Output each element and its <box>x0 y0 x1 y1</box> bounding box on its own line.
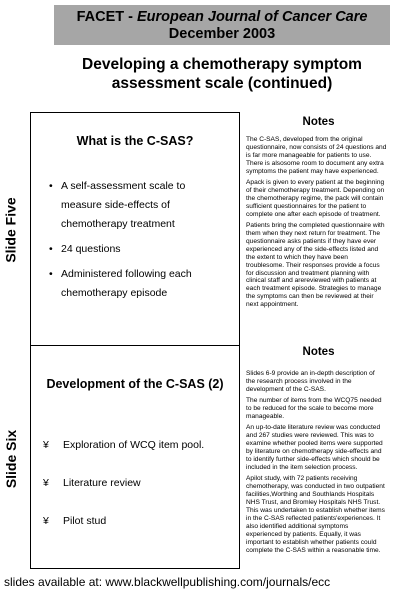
notes-line: complete the C-SAS within a reasonable time. <box>246 546 381 554</box>
notes-line: troublesome. Their responses provide a focus <box>246 261 380 269</box>
notes-paragraph <box>246 370 394 394</box>
bullet-text-line: A self-assessment scale to <box>61 180 186 192</box>
bullet-marker: ¥ <box>43 477 49 489</box>
slide-six-label: Slide Six <box>3 429 20 489</box>
notes-line: The number of items from the WCQ75 needed <box>246 397 382 405</box>
bullet-marker: • <box>49 180 53 192</box>
issue-date: December 2003 <box>168 26 276 42</box>
bullet-text-line: Literature review <box>63 477 141 489</box>
notes-line: Slides 6-9 provide an in-depth description of <box>246 370 375 377</box>
notes-line: The C-SAS, developed from the original <box>246 136 363 143</box>
notes-line: manageable. <box>246 413 285 421</box>
notes-line: next appointment. <box>246 301 299 309</box>
page-title <box>54 55 390 93</box>
notes-line: each treatment episode. Strategies to manage <box>246 285 382 293</box>
notes-line: An up-to-date literature review was conducted <box>246 424 381 432</box>
journal-prefix: FACET - <box>76 9 137 25</box>
bullet-item <box>31 436 239 455</box>
slide-five-heading: What is the C-SAS? <box>76 134 194 148</box>
slide-six-box <box>30 345 240 569</box>
slide-five-box <box>30 112 240 348</box>
bullet-text-line: chemotherapy episode <box>61 287 168 299</box>
notes-line: clinical staff and arereviewed with patients at <box>246 277 377 285</box>
notes-line: of their chemotherapy treatment. Depending on <box>246 186 385 194</box>
notes-line: experienced by patients. Equally, it was <box>246 530 361 538</box>
page-title-line-2: assessment scale (continued) <box>111 75 333 92</box>
notes-paragraph <box>246 475 394 554</box>
notes-paragraph <box>246 424 394 471</box>
notes-line: included in the item selection process. <box>246 463 358 471</box>
notes-paragraph <box>246 179 394 219</box>
bullet-text-line: chemotherapy treatment <box>61 218 175 230</box>
notes-line: Apack is given to every patient at the beginning <box>246 179 385 187</box>
notes-line: the extent to which they have been <box>246 253 348 261</box>
journal-title <box>54 8 390 26</box>
notes-line: the research process involved in the <box>246 377 352 385</box>
bullet-text-line: 24 questions <box>61 243 121 255</box>
slide-five-label: Slide Five <box>3 197 20 263</box>
bullet-marker: • <box>49 268 53 280</box>
bullet-item <box>31 474 239 493</box>
notes-line: There is alsosome room to document any extra <box>246 159 384 167</box>
page-title-line-1: Developing a chemotherapy symptom <box>82 56 362 73</box>
notes-line: to be reduced for the scale to become more <box>246 405 374 413</box>
notes-line: is far more manageable for patients to use. <box>246 151 372 159</box>
notes-line: by literature on chemotherapy side-effects and <box>246 448 382 456</box>
notes-line: to identify further side-effects which should be <box>246 456 380 464</box>
notes-paragraph <box>246 222 394 309</box>
notes-line: sufficient questionnaires for the patient to <box>246 202 367 210</box>
notes-paragraph <box>246 397 394 421</box>
notes-line: symptoms the patient may have experienced. <box>246 167 379 175</box>
slide-six-notes-heading: Notes <box>302 346 335 358</box>
notes-line: Apilot study, with 72 patients receiving <box>246 475 358 483</box>
bullet-text-line: Exploration of WCQ item pool. <box>63 439 205 451</box>
bullet-item <box>31 177 239 234</box>
notes-line: questionnaire asks patients if they have ever <box>246 237 377 245</box>
bullet-marker: ¥ <box>43 515 49 527</box>
notes-line: important to establish whether patients could <box>246 538 377 546</box>
bullet-text-line: Pilot stud <box>63 515 107 527</box>
slide-six-heading: Development of the C-SAS (2) <box>46 377 224 391</box>
slide-five-bullet-list <box>31 177 239 303</box>
notes-line: for discussion and treatment planning with <box>246 269 370 277</box>
notes-line: examine whether pooled items were supported <box>246 440 383 448</box>
notes-line: the chemotherapy regime, the pack will contain <box>246 194 384 202</box>
bullet-marker: ¥ <box>43 439 49 451</box>
notes-line: facilities,Worthing and Southlands Hospitals <box>246 491 375 499</box>
slide-six-bullet-list <box>31 436 239 531</box>
notes-line: also identified additional symptoms <box>246 522 349 530</box>
slide-six-notes <box>246 370 394 558</box>
notes-line: them when they next return for treatment. The <box>246 229 381 237</box>
slide-five-notes-heading: Notes <box>302 116 335 128</box>
bullet-item <box>31 265 239 303</box>
bullet-text-line: Administered following each <box>61 268 192 280</box>
bullet-text-line: measure side-effects of <box>61 199 170 211</box>
notes-line: and 267 studies were reviewed. This was to <box>246 432 374 440</box>
notes-paragraph <box>246 136 394 176</box>
notes-line: experienced any of the side-effects listed and <box>246 245 379 253</box>
bullet-marker: • <box>49 243 53 255</box>
bullet-item <box>31 512 239 531</box>
notes-line: the symptoms can then be reviewed at their <box>246 293 374 301</box>
journal-name: European Journal of Cancer Care <box>136 9 368 25</box>
slide-five-notes <box>246 136 394 313</box>
notes-line: complete one after each episode of treatment. <box>246 210 381 218</box>
notes-line: Patients bring the completed questionnaire with <box>246 222 385 230</box>
notes-line: This was undertaken to establish whether items <box>246 507 385 514</box>
bullet-item <box>31 240 239 259</box>
journal-header <box>54 5 390 45</box>
notes-line: chemotherapy, was conducted in two outpatient <box>246 483 385 491</box>
slides-url-footer: slides available at: www.blackwellpublishing.com/journals/ecc <box>4 575 331 589</box>
notes-line: in the C-SAS reflected patients'experiences. It <box>246 514 381 522</box>
notes-line: NHS Trust, and Bromley Hospitals NHS Trust. <box>246 499 381 507</box>
notes-line: questionnaire, now consists of 24 questions and <box>246 143 387 151</box>
notes-line: development of the C-SAS. <box>246 385 326 393</box>
